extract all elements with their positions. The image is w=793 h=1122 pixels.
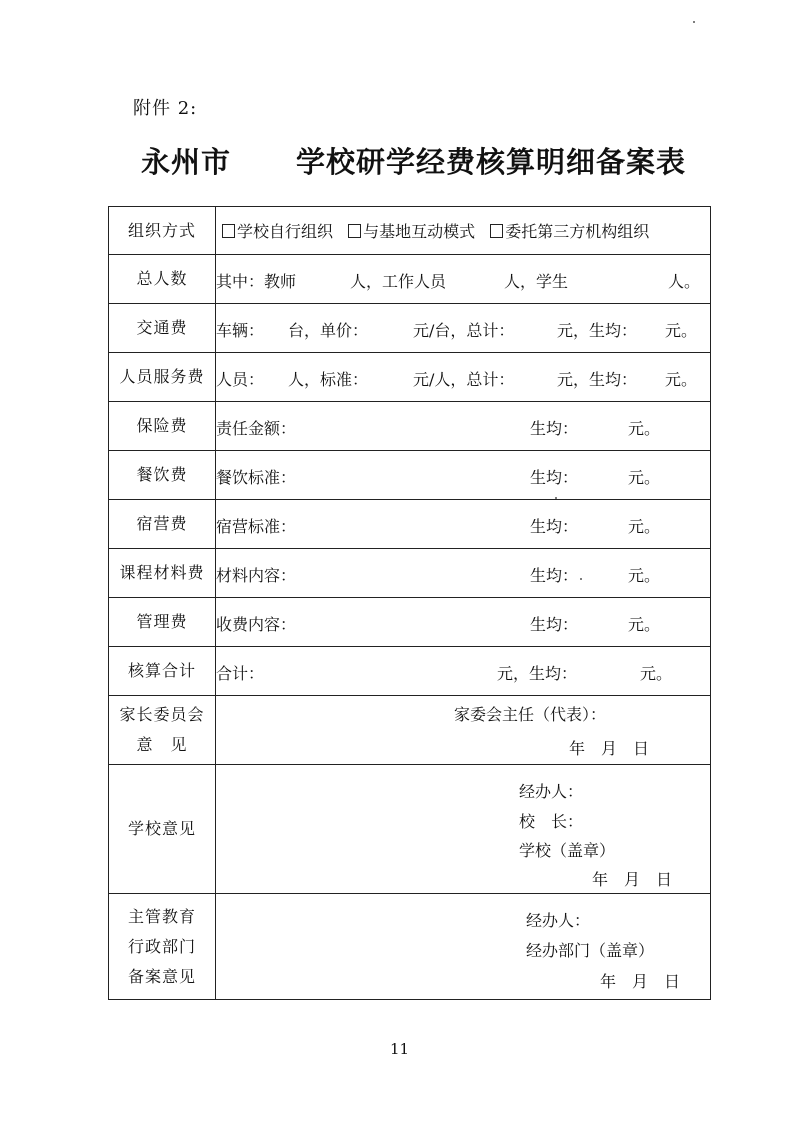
page-number: 11 xyxy=(390,1040,410,1058)
text-per-student: 元，生均： xyxy=(497,664,578,683)
text-materials-content: 材料内容： xyxy=(216,566,297,585)
row-lodging xyxy=(109,500,711,549)
text-yuan: 元。 xyxy=(665,370,698,389)
text-lodging-standard: 宿营标准： xyxy=(216,517,297,536)
row-staff-service xyxy=(109,353,711,402)
text-yuan: 元。 xyxy=(628,517,661,536)
row-accounting-total xyxy=(109,647,711,696)
checkbox-icon[interactable] xyxy=(222,224,235,238)
text-department-seal: 经办部门（盖章） xyxy=(526,941,655,960)
text-yuan: 元。 xyxy=(628,419,661,438)
text-school-seal: 学校（盖章） xyxy=(519,841,616,860)
text-yuan: 元。 xyxy=(628,566,661,585)
row-materials xyxy=(109,549,711,598)
row-authority-opinion xyxy=(109,894,711,1000)
label-authority-opinion: 主管教育 行政部门 备案意见 xyxy=(109,894,216,1000)
text-yuan: 元。 xyxy=(665,321,698,340)
row-management xyxy=(109,598,711,647)
text-vehicles: 车辆： xyxy=(216,321,265,340)
label-catering: 餐饮费 xyxy=(109,451,216,500)
text-people-unit: 人。 xyxy=(668,272,701,291)
text-sum: 合计： xyxy=(216,664,265,683)
row-transport xyxy=(109,304,711,353)
text-yuan: 元。 xyxy=(640,664,673,683)
text-total: 元/台，总计： xyxy=(413,321,515,340)
label-accounting-total: 核算合计 xyxy=(109,647,216,696)
text-per-student: 生均： xyxy=(530,566,579,585)
text-per-student: 元，生均： xyxy=(557,370,638,389)
option-self-organized[interactable]: 学校自行组织 xyxy=(222,222,333,241)
label-management: 管理费 xyxy=(109,598,216,647)
label-school-opinion: 学校意见 xyxy=(109,765,216,894)
text-total: 元/人，总计： xyxy=(413,370,515,389)
row-total-people xyxy=(109,255,711,304)
label-transport: 交通费 xyxy=(109,304,216,353)
text-per-student: 生均： xyxy=(530,419,579,438)
attachment-label: 附件 2: xyxy=(133,98,198,119)
label-total-people: 总人数 xyxy=(109,255,216,304)
label-materials: 课程材料费 xyxy=(109,549,216,598)
row-organization xyxy=(109,207,711,255)
scan-speck xyxy=(555,497,557,499)
text-handler: 经办人： xyxy=(519,782,584,801)
text-unit-price: 台，单价： xyxy=(288,321,369,340)
text-catering-standard: 餐饮标准： xyxy=(216,468,297,487)
row-school-opinion xyxy=(109,765,711,894)
row-catering xyxy=(109,451,711,500)
checkbox-icon[interactable] xyxy=(348,224,361,238)
label-staff-service: 人员服务费 xyxy=(109,353,216,402)
text-yuan: 元。 xyxy=(628,615,661,634)
text-students: 人，学生 xyxy=(504,272,569,291)
label-parents-committee: 家长委员会 意 见 xyxy=(109,696,216,765)
text-liability-amount: 责任金额： xyxy=(216,419,297,438)
text-principal: 校 长： xyxy=(519,812,584,831)
row-parents-committee xyxy=(109,696,711,765)
title-main: 学校研学经费核算明细备案表 xyxy=(296,145,687,179)
text-handler: 经办人： xyxy=(526,911,591,930)
text-committee-chair: 家委会主任（代表）： xyxy=(454,705,607,724)
text-standard: 人，标准： xyxy=(288,370,369,389)
label-organization: 组织方式 xyxy=(109,207,216,255)
text-per-student: 生均： xyxy=(530,517,579,536)
text-date: 年 月 日 xyxy=(569,739,650,758)
text-per-student: 生均： xyxy=(530,468,579,487)
text-fee-content: 收费内容： xyxy=(216,615,297,634)
page-title xyxy=(0,140,793,180)
text-staff: 人，工作人员 xyxy=(350,272,447,291)
scan-speck xyxy=(580,578,582,580)
text-teachers: 其中：教师 xyxy=(216,272,297,291)
title-city: 永州市 xyxy=(141,145,232,179)
text-yuan: 元。 xyxy=(628,468,661,487)
row-insurance xyxy=(109,402,711,451)
label-insurance: 保险费 xyxy=(109,402,216,451)
filing-form-table xyxy=(108,206,711,1000)
label-lodging: 宿营费 xyxy=(109,500,216,549)
text-personnel: 人员： xyxy=(216,370,265,389)
text-date: 年 月 日 xyxy=(592,870,673,889)
text-per-student: 元，生均： xyxy=(557,321,638,340)
text-date: 年 月 日 xyxy=(600,972,681,991)
checkbox-icon[interactable] xyxy=(490,224,503,238)
option-third-party[interactable]: 委托第三方机构组织 xyxy=(490,222,649,241)
option-base-interaction[interactable]: 与基地互动模式 xyxy=(348,222,475,241)
text-per-student: 生均： xyxy=(530,615,579,634)
scan-speck xyxy=(693,21,695,23)
